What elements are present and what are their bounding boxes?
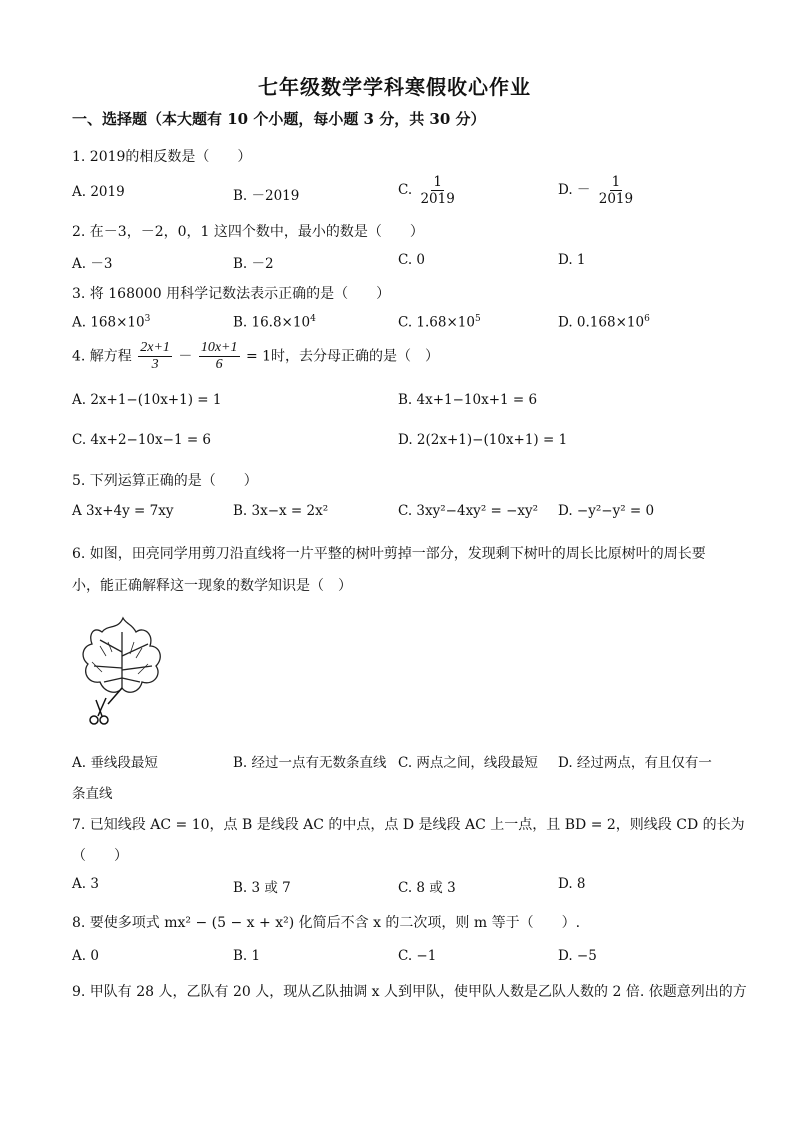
question-4-option-a: A. 2x+1−(10x+1) = 1 <box>72 392 222 408</box>
question-8-option-b: B. 1 <box>233 948 261 964</box>
question-2-stem: 2. 在－3，－2，0，1 这四个数中，最小的数是（ ） <box>72 224 424 240</box>
question-4-option-b: B. 4x+1−10x+1 = 6 <box>398 392 538 408</box>
question-1-option-c <box>398 174 459 207</box>
option-a-exponent: 3 <box>144 314 151 324</box>
question-5-stem: 5. 下列运算正确的是（ ） <box>72 473 258 489</box>
option-b-base: B. 16.8×10 <box>233 314 311 331</box>
question-4-option-d: D. 2(2x+1)−(10x+1) = 1 <box>398 432 568 448</box>
question-3-option-b <box>233 314 316 331</box>
question-7-option-c: C. 8 或 3 <box>398 880 456 896</box>
question-7-option-a: A. 3 <box>72 876 99 892</box>
question-6-stem-line-1: 6. 如图，田亮同学用剪刀沿直线将一片平整的树叶剪掉一部分，发现剩下树叶的周长比原树叶的周长要 <box>72 546 706 562</box>
question-3-stem: 3. 将 168000 用科学记数法表示正确的是（ ） <box>72 286 391 302</box>
question-4-suffix: = 1时，去分母正确的是（ ） <box>245 348 440 365</box>
question-6-option-d: D. 经过两点，有且仅有一 <box>558 755 712 771</box>
question-4-option-c: C. 4x+2−10x−1 = 6 <box>72 432 212 448</box>
question-1-option-b: B. －2019 <box>233 188 300 204</box>
question-2-option-d: D. 1 <box>558 252 586 268</box>
fraction-1-denominator: 3 <box>151 357 159 372</box>
leaf-icon <box>83 618 160 692</box>
question-7-stem-line-1: 7. 已知线段 AC = 10，点 B 是线段 AC 的中点，点 D 是线段 AC 上一点，且 BD = 2，则线段 CD 的长为 <box>72 817 745 833</box>
question-7-option-d: D. 8 <box>558 876 586 892</box>
question-4-prefix: 4. 解方程 <box>72 348 132 365</box>
option-a-base: A. 168×10 <box>72 314 145 331</box>
question-1-stem: 1. 2019的相反数是（ ） <box>72 149 252 165</box>
question-5-option-a: A 3x+4y = 7xy <box>72 503 174 519</box>
fraction-2-numerator: 10x+1 <box>200 340 238 355</box>
question-1-option-d <box>558 174 637 207</box>
question-6-stem-line-2: 小，能正确解释这一现象的数学知识是（ ） <box>72 578 352 594</box>
question-8-stem: 8. 要使多项式 mx² − (5 − x + x²) 化简后不含 x 的二次项，则 m 等于（ ）. <box>72 915 581 931</box>
question-2-option-c: C. 0 <box>398 252 426 268</box>
question-6-option-c: C. 两点之间，线段最短 <box>398 755 538 771</box>
section-heading: 一、选择题（本大题有 10 个小题，每小题 3 分，共 30 分） <box>72 110 486 128</box>
option-d-base: D. 0.168×10 <box>558 314 645 331</box>
question-4-stem <box>72 340 439 373</box>
question-2-option-b: B. －2 <box>233 256 274 272</box>
option-d-denominator: 2019 <box>598 191 634 207</box>
question-3-option-a <box>72 314 150 331</box>
question-1-option-a: A. 2019 <box>72 184 125 200</box>
option-d-fraction <box>597 174 635 207</box>
question-6-option-b: B. 经过一点有无数条直线 <box>233 755 387 771</box>
option-d-exponent: 6 <box>644 314 650 324</box>
option-d-label: D. － <box>558 182 591 198</box>
leaf-and-scissors-figure <box>78 612 168 732</box>
option-c-base: C. 1.68×10 <box>398 314 475 331</box>
question-7-stem-line-2: （ ） <box>72 848 128 864</box>
option-c-fraction <box>418 174 456 207</box>
option-c-label: C. <box>398 182 413 198</box>
question-4-minus: － <box>178 348 193 365</box>
question-5-option-c: C. 3xy²−4xy² = −xy² <box>398 503 539 519</box>
question-5-option-b: B. 3x−x = 2x² <box>233 503 329 519</box>
question-2-option-a: A. －3 <box>72 256 113 272</box>
question-6-option-a: A. 垂线段最短 <box>72 755 158 771</box>
question-5-option-d: D. −y²−y² = 0 <box>558 503 655 519</box>
question-6-option-d-continued: 条直线 <box>72 786 113 802</box>
question-3-option-d <box>558 314 650 331</box>
option-c-denominator: 2019 <box>420 191 455 207</box>
question-7-option-b: B. 3 或 7 <box>233 880 291 896</box>
question-8-option-d: D. −5 <box>558 948 597 964</box>
fraction-2-denominator: 6 <box>215 357 223 372</box>
question-9-stem-line-1: 9. 甲队有 28 人，乙队有 20 人，现从乙队抽调 x 人到甲队，使甲队人数是乙队人数的 2 倍. 依题意列出的方 <box>72 984 747 1000</box>
question-3-option-c <box>398 314 481 331</box>
question-8-option-a: A. 0 <box>72 948 99 964</box>
page-title: 七年级数学学科寒假收心作业 <box>258 75 531 99</box>
scissors-icon <box>90 688 122 724</box>
question-8-option-c: C. −1 <box>398 948 437 964</box>
question-4-fraction-2 <box>199 340 240 373</box>
question-4-fraction-1 <box>138 340 172 373</box>
fraction-1-numerator: 2x+1 <box>140 340 170 355</box>
option-b-exponent: 4 <box>310 314 316 324</box>
option-c-numerator: 1 <box>433 174 442 190</box>
option-d-numerator: 1 <box>611 174 621 190</box>
option-c-exponent: 5 <box>474 314 481 324</box>
